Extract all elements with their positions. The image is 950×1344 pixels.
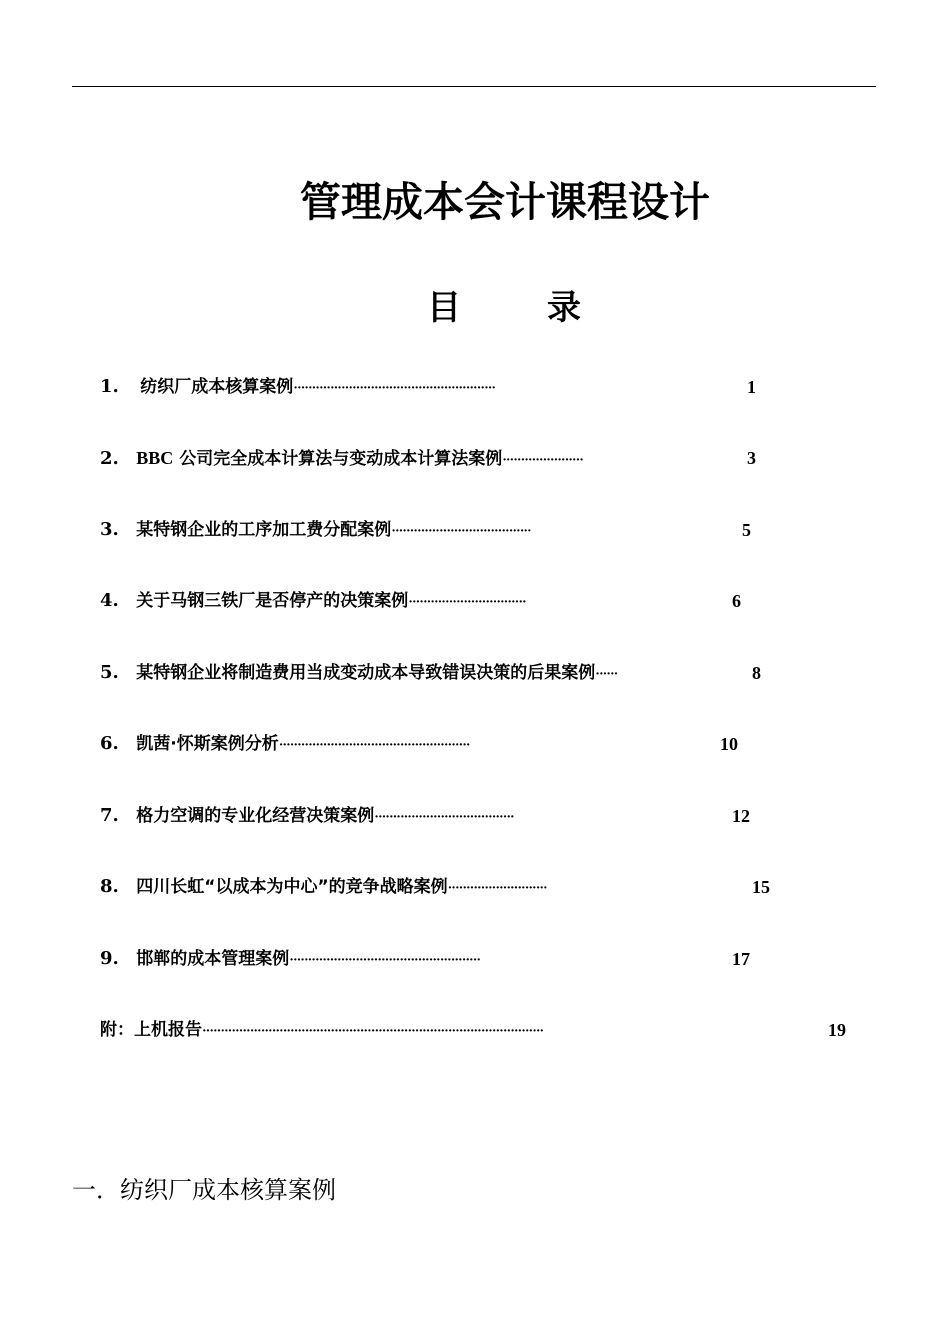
toc-entry-title: 邯郸的成本管理案例 <box>136 949 290 969</box>
toc-entry-leader: ······················ <box>502 453 583 468</box>
toc-entry-7-page: 12 <box>732 806 750 826</box>
toc-entry-title: 关于马钢三铁厂是否停产的决策案例 <box>136 591 409 611</box>
toc-entry-number: 2. <box>100 448 119 469</box>
toc-entry-8-page: 15 <box>752 877 770 897</box>
toc-entry-number: 6. <box>100 733 119 754</box>
toc-entry-5[interactable] <box>100 659 617 687</box>
toc-entry-5-page: 8 <box>752 663 761 683</box>
toc-heading-char-1: 目 <box>427 288 461 328</box>
toc-entry-4[interactable] <box>100 587 526 615</box>
toc-entry-9[interactable] <box>100 945 480 973</box>
toc-entry-number: 1. <box>100 376 119 397</box>
toc-entry-title-latin: BBC <box>136 448 174 468</box>
toc-entry-2[interactable] <box>100 444 583 472</box>
toc-entry-1[interactable] <box>100 373 495 401</box>
toc-entry-leader: ······ <box>595 667 618 682</box>
toc-entry-7[interactable] <box>100 802 514 830</box>
toc-entry-2-page: 3 <box>747 448 756 468</box>
toc-entry-leader: ······················································· <box>293 381 496 396</box>
document-title: 管理成本会计课程设计 <box>300 178 710 226</box>
toc-entry-6[interactable] <box>100 730 470 758</box>
toc-entry-4-page: 6 <box>732 591 741 611</box>
toc-entry-9-page: 17 <box>732 949 750 969</box>
toc-entry-3-page: 5 <box>742 520 751 540</box>
toc-entry-title: 附：上机报告 <box>100 1020 202 1040</box>
toc-entry-leader: ································ <box>408 595 526 610</box>
toc-entry-appendix[interactable] <box>100 1016 543 1044</box>
toc-entry-title: 某特钢企业的工序加工费分配案例 <box>136 520 392 540</box>
toc-entry-title: 四川长虹“以成本为中心”的竞争战略案例 <box>136 877 448 897</box>
toc-entry-leader: ····························································································· <box>202 1024 544 1039</box>
toc-entry-leader: ··························· <box>447 881 547 896</box>
toc-entry-1-page: 1 <box>747 377 756 397</box>
header-rule <box>72 86 876 87</box>
toc-entry-title: 凯茜·怀斯案例分析 <box>136 734 279 754</box>
toc-entry-leader: ······································ <box>391 524 531 539</box>
toc-entry-title: 某特钢企业将制造费用当成变动成本导致错误决策的后果案例 <box>136 663 596 683</box>
toc-entry-number: 7. <box>100 805 119 826</box>
toc-heading <box>0 276 950 328</box>
toc-entry-title: 纺织厂成本核算案例 <box>140 377 294 397</box>
section-heading: 一．纺织厂成本核算案例 <box>72 1176 336 1204</box>
toc-entry-3[interactable] <box>100 516 531 544</box>
toc-entry-title: 格力空调的专业化经营决策案例 <box>136 806 375 826</box>
toc-entry-number: 9. <box>100 948 119 969</box>
toc-entry-leader: ···················································· <box>278 738 470 753</box>
toc-heading-char-2: 录 <box>547 288 581 328</box>
toc-entry-6-page: 10 <box>720 734 738 754</box>
toc-entry-number: 3. <box>100 519 119 540</box>
toc-entry-8[interactable] <box>100 873 547 901</box>
toc-entry-number: 4. <box>100 590 119 611</box>
toc-entry-number: 5. <box>100 662 119 683</box>
toc-entry-leader: ···················································· <box>289 953 481 968</box>
toc-entry-leader: ······································ <box>374 810 514 825</box>
toc-entry-number: 8. <box>100 876 119 897</box>
toc-entry-title: 公司完全成本计算法与变动成本计算法案例 <box>173 449 503 469</box>
toc-entry-appendix-page: 19 <box>828 1020 846 1040</box>
